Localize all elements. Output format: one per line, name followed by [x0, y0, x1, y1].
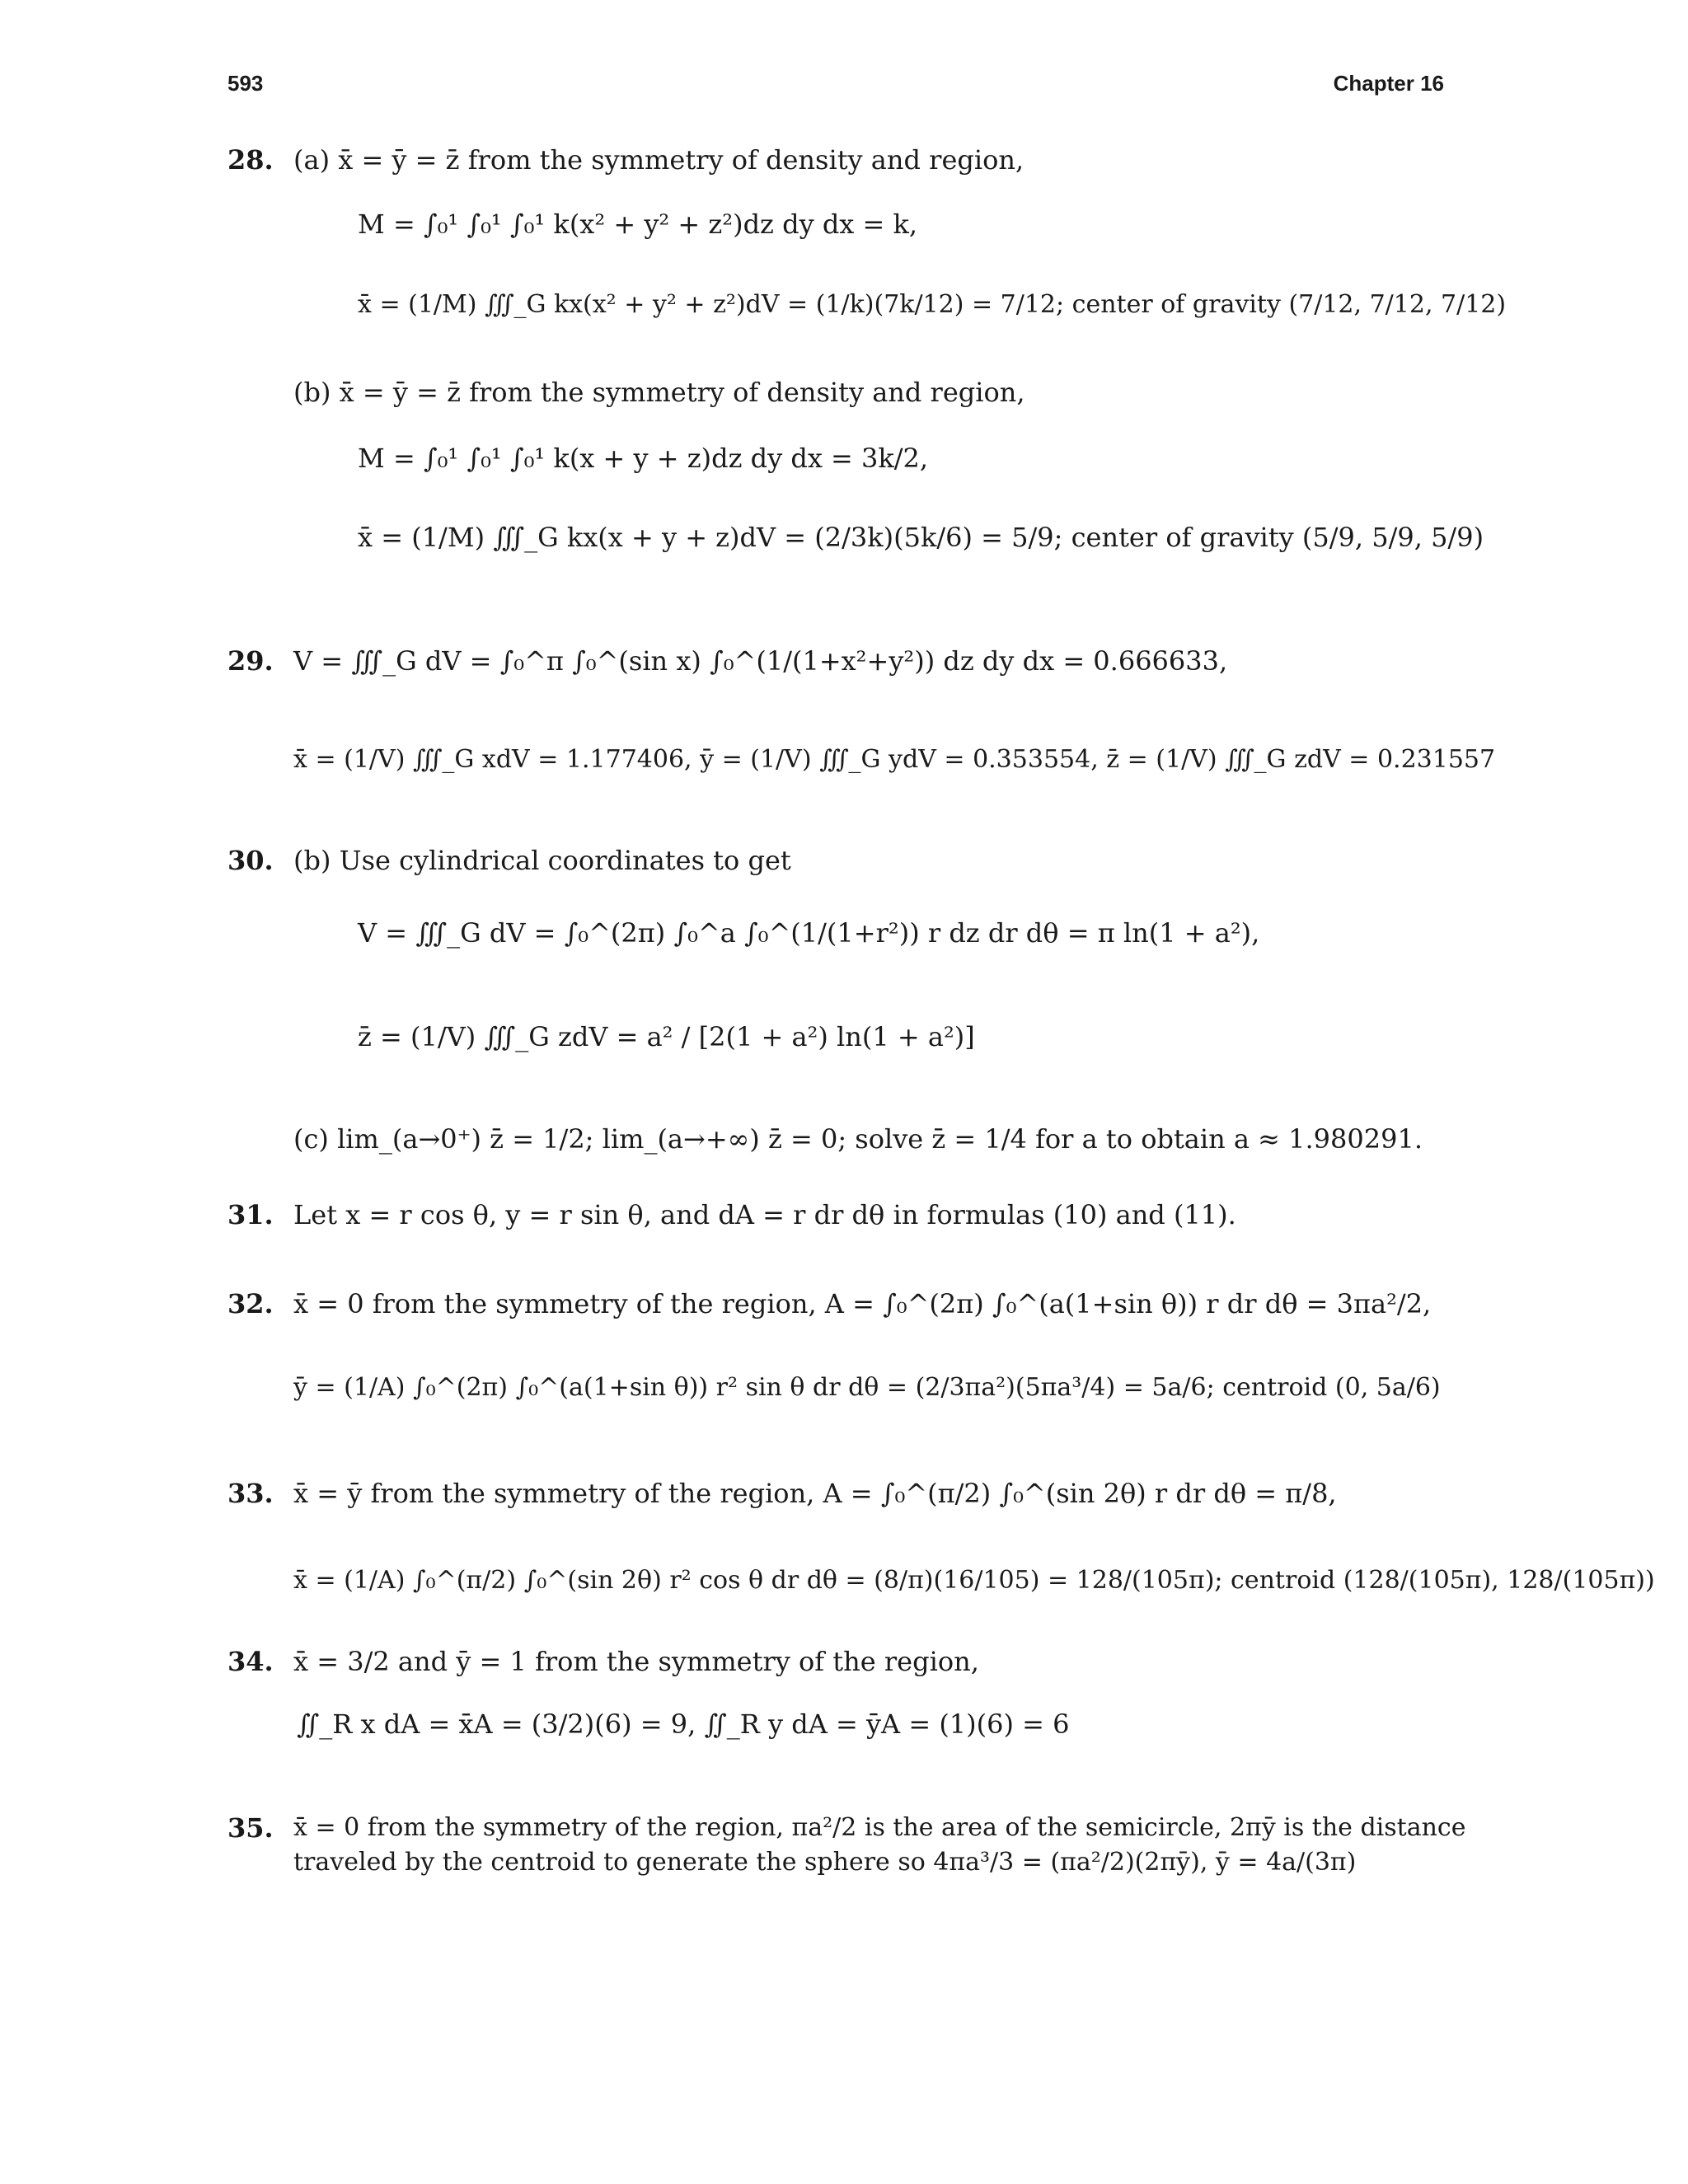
problem-line: M = ∫₀¹ ∫₀¹ ∫₀¹ k(x² + y² + z²)dz dy dx = k,	[358, 209, 918, 240]
problem-line: x̄ = 3/2 and ȳ = 1 from the symmetry of the region,	[293, 1646, 979, 1677]
problem-line: x̄ = 0 from the symmetry of the region, A = ∫₀^(2π) ∫₀^(a(1+sin θ)) r dr dθ = 3πa²/2,	[293, 1288, 1432, 1319]
problem-line: (c) lim_(a→0⁺) z̄ = 1/2; lim_(a→+∞) z̄ = 0; solve z̄ = 1/4 for a to obtain a ≈ 1.980291.	[293, 1123, 1423, 1155]
problem-line: V = ∭_G dV = ∫₀^(2π) ∫₀^a ∫₀^(1/(1+r²)) r dz dr dθ = π ln(1 + a²),	[358, 917, 1260, 949]
problem-line: x̄ = 0 from the symmetry of the region, πa²/2 is the area of the semicircle, 2πȳ is the distance	[293, 1813, 1466, 1842]
problem-number: 31.	[227, 1199, 274, 1230]
problem-number: 35.	[227, 1812, 274, 1844]
problem-line: ∬_R x dA = x̄A = (3/2)(6) = 9, ∬_R y dA = ȳA = (1)(6) = 6	[297, 1708, 1070, 1740]
problem-line: (b) x̄ = ȳ = z̄ from the symmetry of density and region,	[293, 377, 1025, 408]
problem-line: traveled by the centroid to generate the sphere so 4πa³/3 = (πa²/2)(2πȳ), ȳ = 4a/(3π)	[293, 1848, 1357, 1877]
problem-line: x̄ = (1/M) ∭_G kx(x² + y² + z²)dV = (1/k)(7k/12) = 7/12; center of gravity (7/12, 7/12, 7/12)	[358, 290, 1507, 319]
problem-line: x̄ = (1/M) ∭_G kx(x + y + z)dV = (2/3k)(5k/6) = 5/9; center of gravity (5/9, 5/9, 5/9)	[358, 522, 1484, 553]
page-number: 593	[227, 71, 264, 96]
problem-line: x̄ = (1/A) ∫₀^(π/2) ∫₀^(sin 2θ) r² cos θ dr dθ = (8/π)(16/105) = 128/(105π); centroid (128/(105π), 128/(105π))	[293, 1566, 1655, 1595]
problem-line: z̄ = (1/V) ∭_G zdV = a² / [2(1 + a²) ln(1 + a²)]	[358, 1021, 975, 1052]
problem-number: 30.	[227, 845, 274, 876]
problem-number: 33.	[227, 1478, 274, 1509]
problem-line: Let x = r cos θ, y = r sin θ, and dA = r dr dθ in formulas (10) and (11).	[293, 1199, 1236, 1230]
problem-line: V = ∭_G dV = ∫₀^π ∫₀^(sin x) ∫₀^(1/(1+x²+y²)) dz dy dx = 0.666633,	[293, 645, 1228, 677]
problem-number: 34.	[227, 1646, 274, 1677]
chapter-label: Chapter 16	[1333, 71, 1444, 96]
problem-line: x̄ = (1/V) ∭_G xdV = 1.177406, ȳ = (1/V) ∭_G ydV = 0.353554, z̄ = (1/V) ∭_G zdV = 0.231557	[293, 745, 1496, 774]
problem-line: ȳ = (1/A) ∫₀^(2π) ∫₀^(a(1+sin θ)) r² sin θ dr dθ = (2/3πa²)(5πa³/4) = 5a/6; centroid (0, 5a/6)	[293, 1373, 1441, 1402]
problem-line: (a) x̄ = ȳ = z̄ from the symmetry of density and region,	[293, 144, 1025, 176]
problem-line: (b) Use cylindrical coordinates to get	[293, 845, 791, 876]
problem-number: 28.	[227, 144, 274, 176]
problem-number: 29.	[227, 645, 274, 677]
problem-line: x̄ = ȳ from the symmetry of the region, A = ∫₀^(π/2) ∫₀^(sin 2θ) r dr dθ = π/8,	[293, 1478, 1337, 1509]
problem-number: 32.	[227, 1288, 274, 1319]
problem-line: M = ∫₀¹ ∫₀¹ ∫₀¹ k(x + y + z)dz dy dx = 3k/2,	[358, 443, 929, 474]
